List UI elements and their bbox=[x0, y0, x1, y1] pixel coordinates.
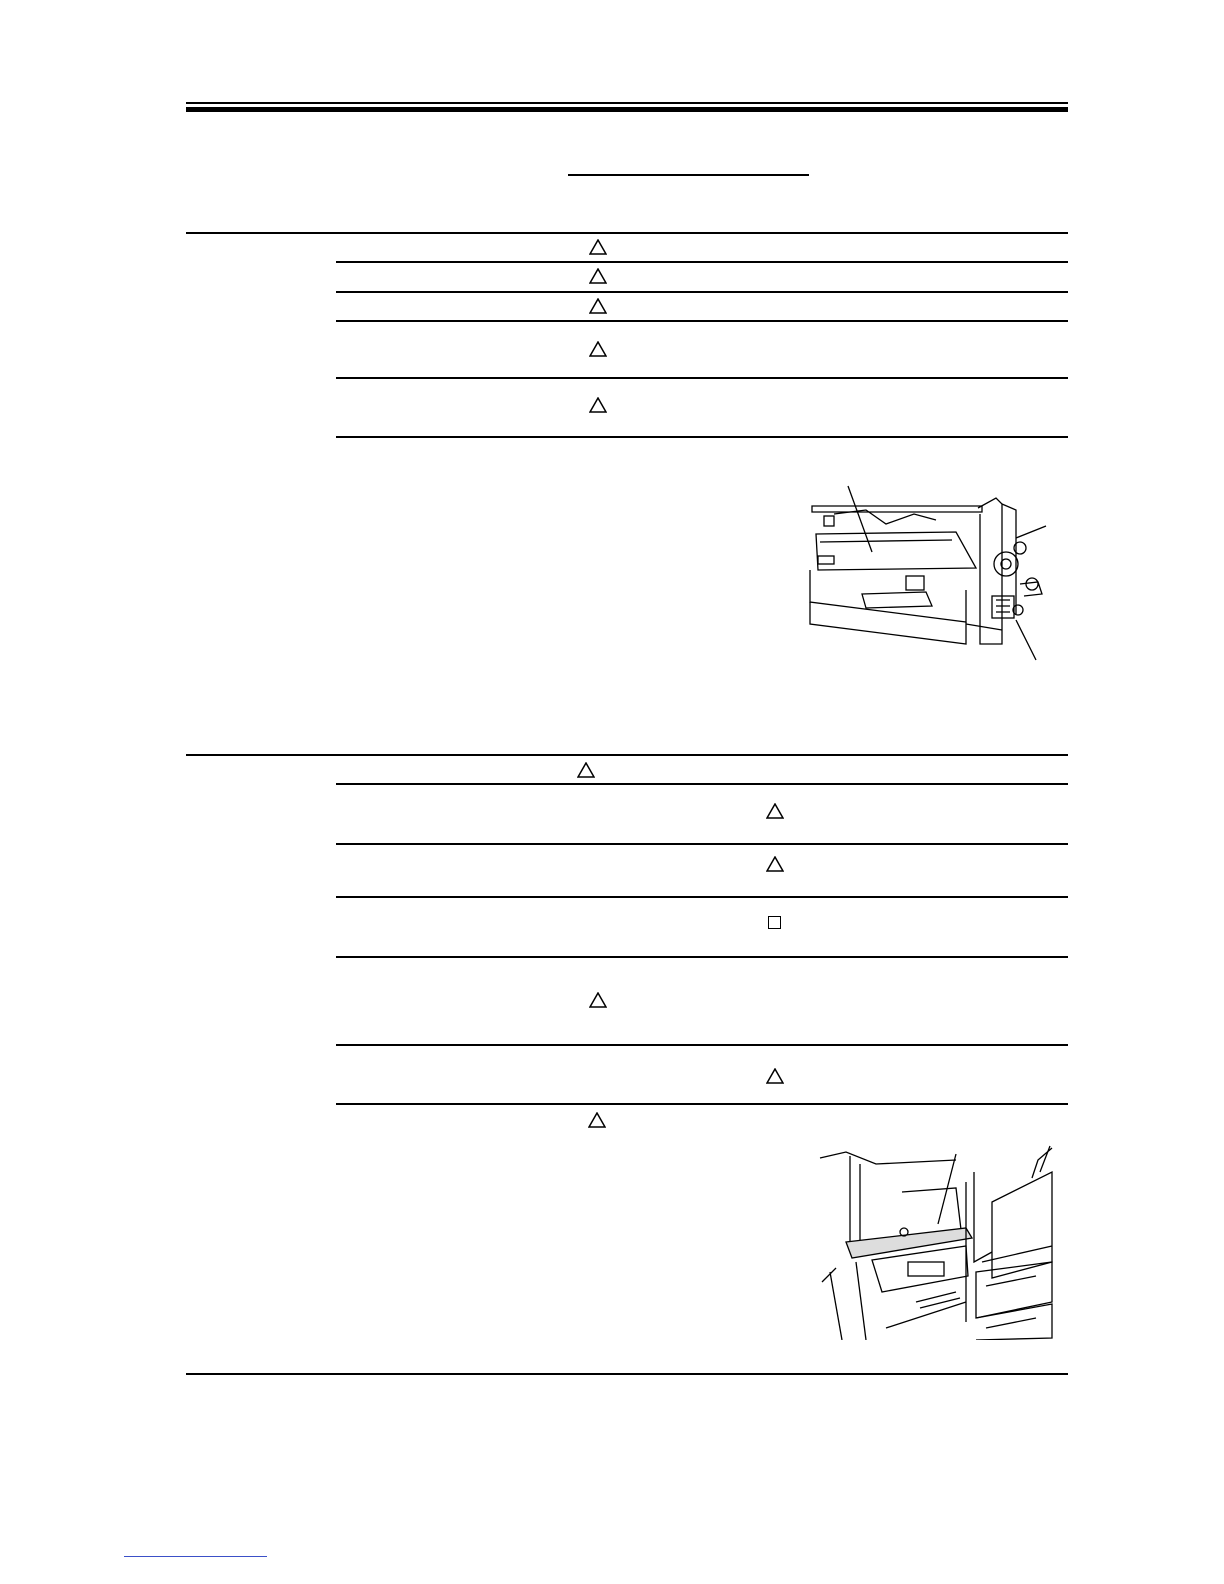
section2-row-rule bbox=[336, 1103, 1068, 1105]
warning-triangle-icon bbox=[589, 298, 607, 314]
section2-row-rule bbox=[336, 896, 1068, 898]
section1-bottom-rule bbox=[336, 436, 1068, 438]
warning-triangle-icon bbox=[589, 239, 607, 255]
header-rule-thin bbox=[186, 102, 1068, 104]
section1-row-rule bbox=[336, 291, 1068, 293]
section2-label bbox=[190, 762, 330, 782]
paper-feed-unit-illustration bbox=[816, 1142, 1060, 1340]
section2-row-rule bbox=[336, 956, 1068, 958]
section2-row-rule bbox=[336, 783, 1068, 785]
section2-bottom-rule bbox=[186, 1373, 1068, 1375]
warning-triangle-icon bbox=[589, 341, 607, 357]
note-square-icon bbox=[768, 916, 781, 929]
section1-label bbox=[190, 240, 330, 260]
footer-link[interactable] bbox=[124, 1556, 267, 1557]
warning-triangle-icon bbox=[588, 1112, 606, 1128]
header-rule-thick bbox=[186, 107, 1068, 112]
section1-top-rule bbox=[186, 232, 1068, 234]
section1-row-rule bbox=[336, 261, 1068, 263]
section2-row-rule bbox=[336, 1044, 1068, 1046]
warning-triangle-icon bbox=[589, 268, 607, 284]
warning-triangle-icon bbox=[577, 762, 595, 778]
section1-row-rule bbox=[336, 377, 1068, 379]
title-underline bbox=[568, 174, 809, 176]
fuser-unit-illustration bbox=[806, 484, 1056, 664]
section2-top-rule bbox=[186, 754, 1068, 756]
section1-row-rule bbox=[336, 320, 1068, 322]
warning-triangle-icon bbox=[766, 1068, 784, 1084]
warning-triangle-icon bbox=[589, 992, 607, 1008]
section2-row-rule bbox=[336, 843, 1068, 845]
warning-triangle-icon bbox=[589, 397, 607, 413]
warning-triangle-icon bbox=[766, 856, 784, 872]
warning-triangle-icon bbox=[766, 803, 784, 819]
page-title bbox=[568, 150, 809, 172]
